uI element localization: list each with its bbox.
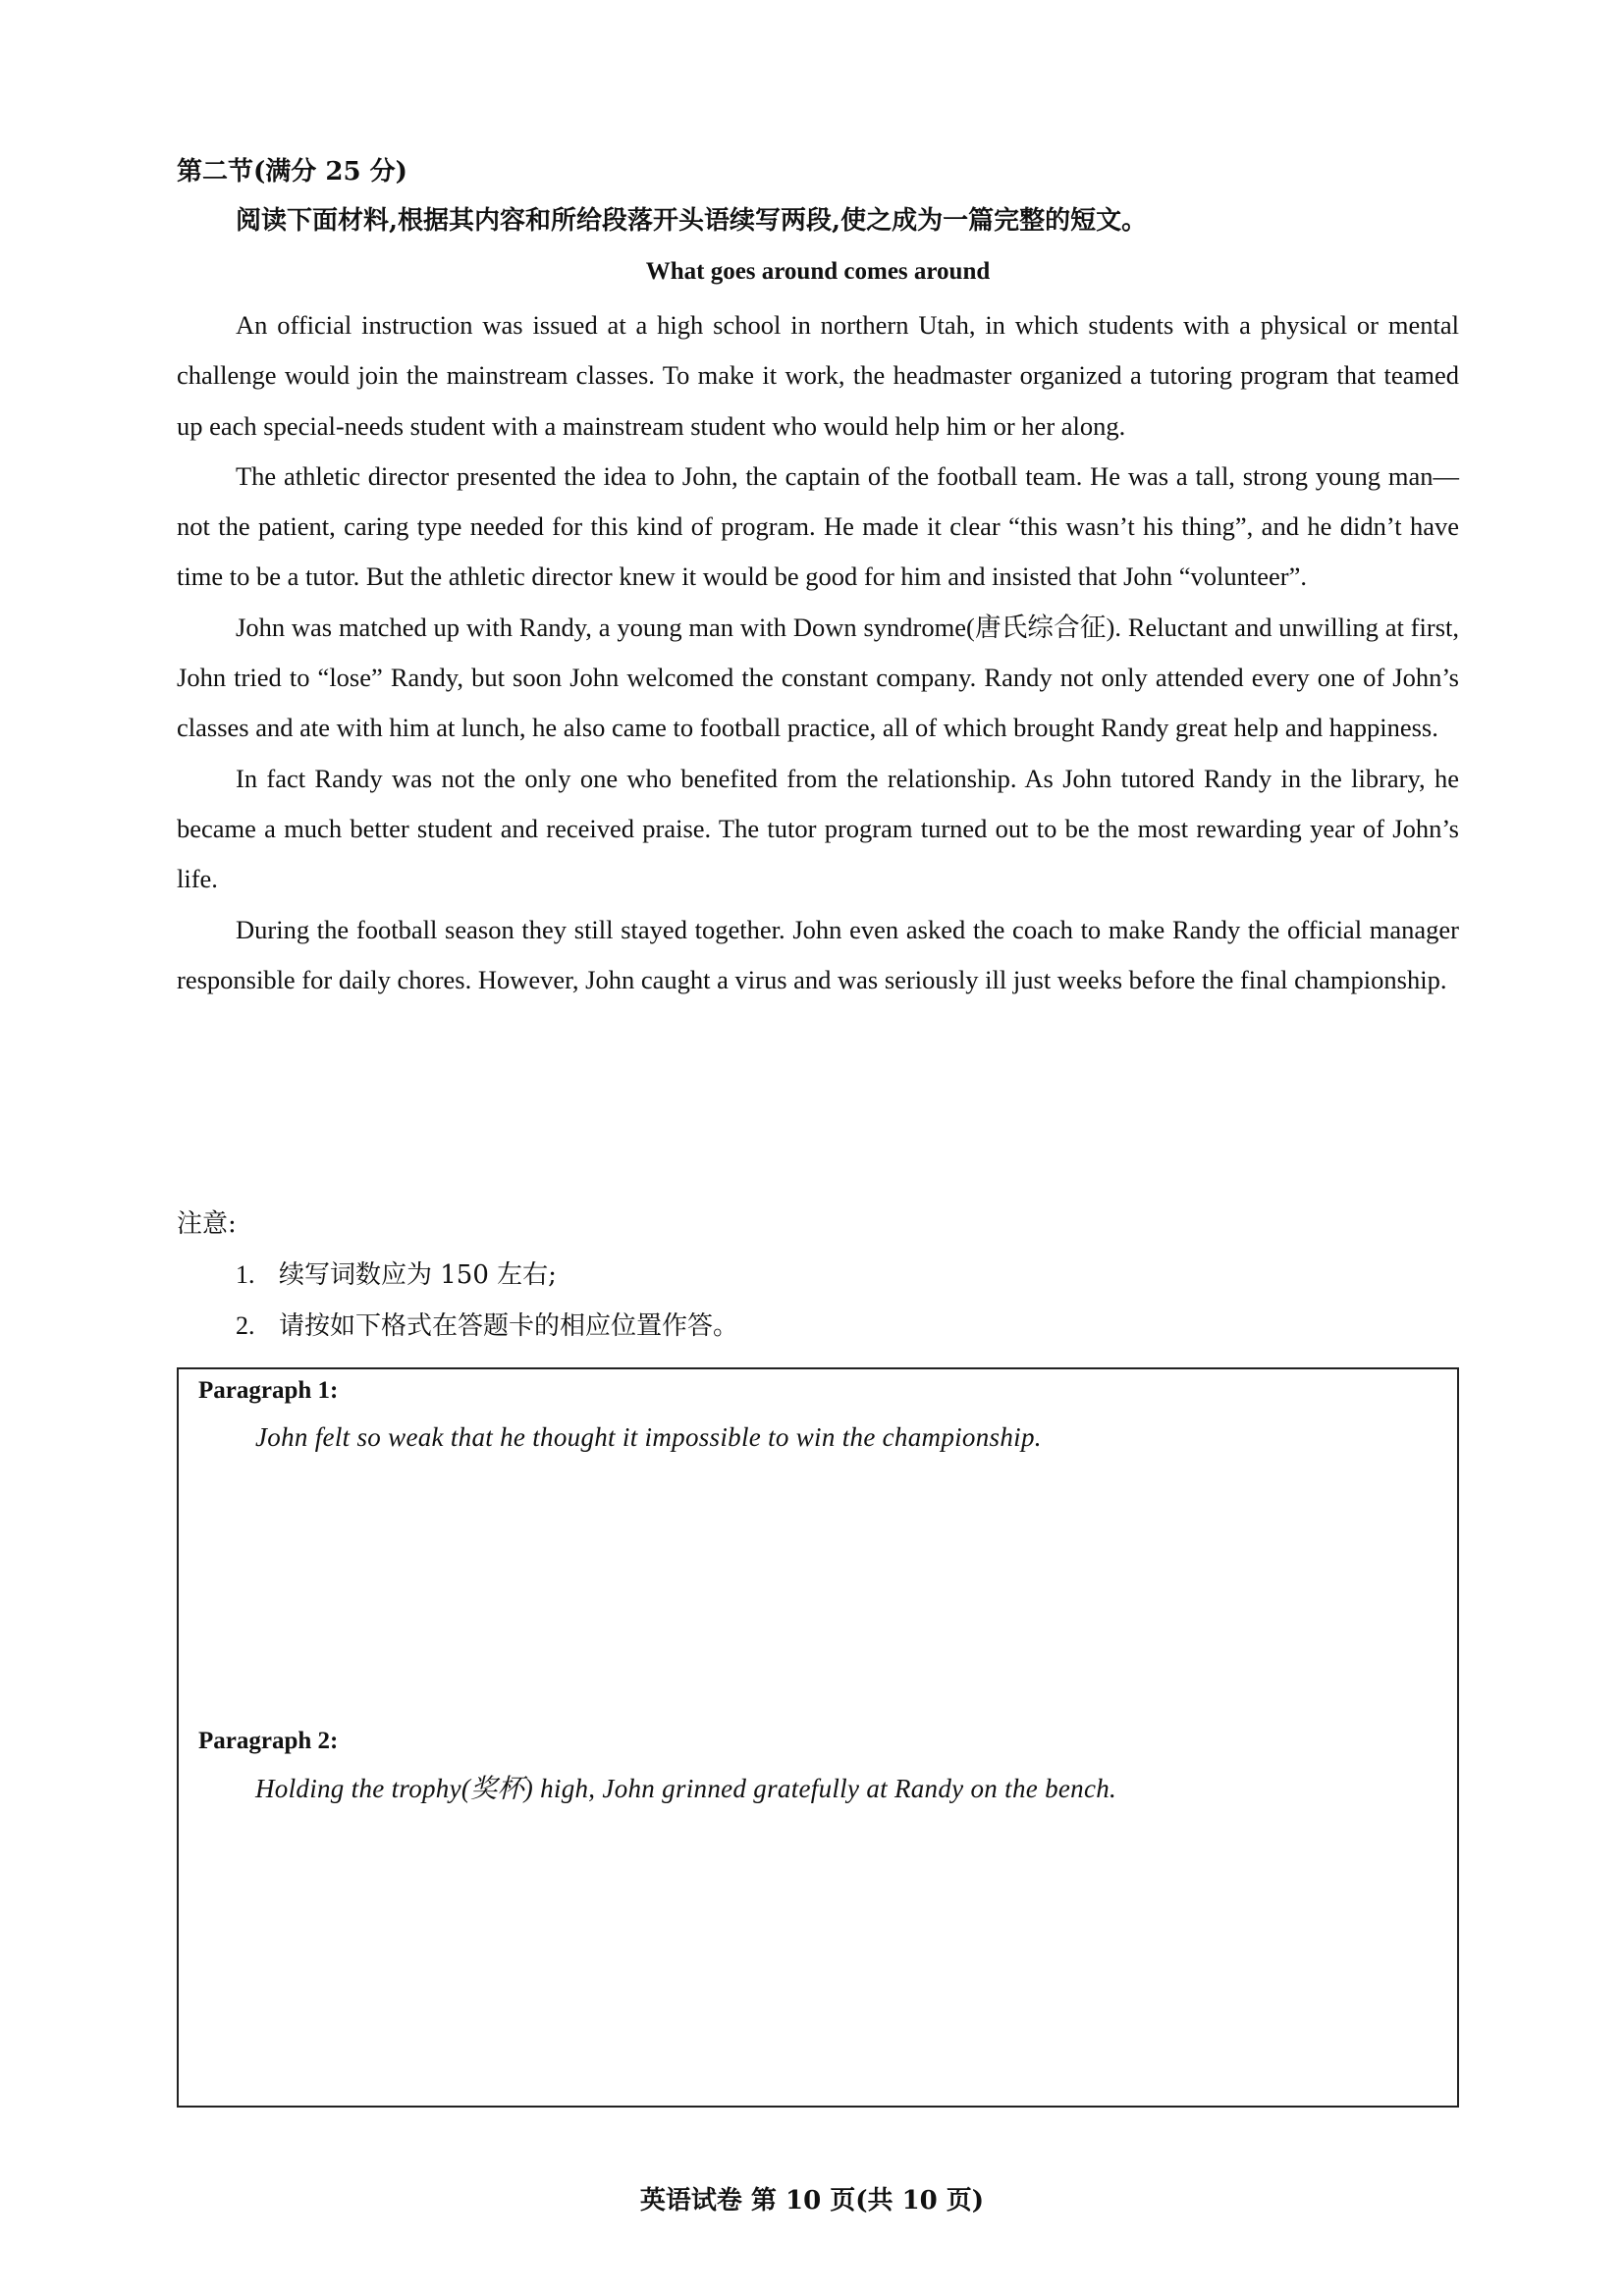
answer-box [177,1367,1459,2108]
passage-paragraph: In fact Randy was not the only one who benefited from the relationship. As John tutored Randy in the library, he became a much better student and received praise. The tutor program turned out to be the most rewarding year of John’s life. [177,763,1459,894]
task-instruction: 阅读下面材料,根据其内容和所给段落开头语续写两段,使之成为一篇完整的短文。 [236,206,1148,236]
note-item [236,1309,738,1343]
passage-paragraph: John was matched up with Randy, a young man with Down syndrome(唐氏综合征). Reluctant and unwilling at first, John tried to “lose” Randy, but soon John welcomed the constant company. Randy not only attended every one of John’s classes and ate with him at lunch, he also came to football practice, all of which brought Randy great help and happiness. [177,612,1459,743]
passage-paragraph: An official instruction was issued at a high school in northern Utah, in which students with a physical or mental challenge would join the mainstream classes. To make it work, the headmaster organized a tutoring program that teamed up each special-needs student with a mainstream student who would help him or her along. [177,310,1459,441]
story-title: What goes around comes around [645,258,991,285]
note-number: 2. [236,1311,255,1340]
note-text: 请按如下格式在答题卡的相应位置作答。 [279,1311,739,1341]
paragraph-1-opening: John felt so weak that he thought it impossible to win the championship. [255,1422,1042,1452]
page-footer: 英语试卷 第 10 页(共 10 页) [639,2186,985,2216]
section-heading: 第二节(满分 25 分) [177,157,407,187]
passage-paragraph: During the football season they still stayed together. John even asked the coach to make Randy the official manager responsible for daily chores. However, John caught a virus and was seriously ill just weeks before the final championship. [177,914,1459,994]
notes-label: 注意: [177,1209,237,1239]
note-item [236,1258,557,1292]
paragraph-1-label: Paragraph 1: [198,1377,339,1404]
passage-paragraph: The athletic director presented the idea to John, the captain of the football team. He was a tall, strong young man—not the patient, caring type needed for this kind of program. He made it clear “this wasn’t his thing”, and he didn’t have time to be a tutor. But the athletic director knew it would be good for him and insisted that John “volunteer”. [177,460,1459,592]
paragraph-2-opening: Holding the trophy(奖杯) high, John grinned gratefully at Randy on the bench. [255,1774,1117,1803]
paragraph-2-label: Paragraph 2: [198,1728,339,1754]
note-number: 1. [236,1260,255,1289]
note-text: 续写词数应为 150 左右; [279,1260,557,1290]
story-passage [177,300,1459,1005]
